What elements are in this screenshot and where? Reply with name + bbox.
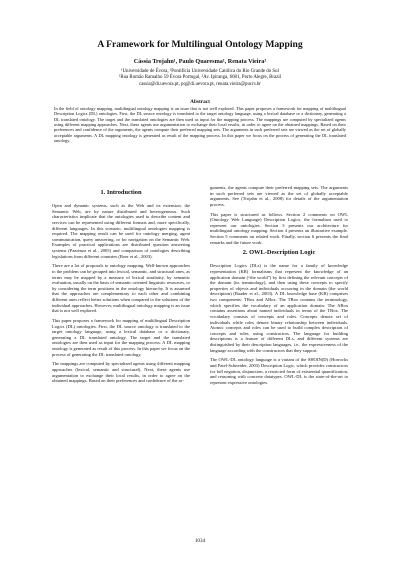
author-list: Cássia Trojahn¹, Paulo Quaresma¹, Renata Vieira² [133, 58, 267, 65]
affiliation-line: ¹Universidade de Évora, ²Pontifícia Universidade Católica do Rio Grande do Sul [121, 69, 279, 74]
paper-title: A Framework for Multilingual Ontology Mapping [97, 39, 303, 50]
abstract-text: In the field of ontology mapping, multilingual ontology mapping is an issue that is not well explored. This paper proposes a framework for mapping of multilingual Description Logics (DL) ontologies. First, the DL source ontology is translated to the target ontology language, using a lexical database or a dictionary, generating a DL translated ontology. The target and the translated ontologies are then used as input for the mapping process. The mappings are computed by specialized agents using different mapping approaches. Next, these agents use argumentation to exchange their local results, in order to agree on the obtained mappings. Based on their preferences and confidence of the arguments, the agents compute their preferred mapping sets. The arguments in such preferred sets are viewed as the set of globally acceptable arguments. A DL mapping ontology is generated as result of the mapping process. In this paper we focus on the process of generating the DL translated ontology. [54, 106, 346, 144]
abstract [54, 106, 346, 143]
paragraph: This paper is structured as follows. Section 2 comments on OWL (Ontology Web Language) Description Logics, the formalism used to represent our ontologies. Section 3 presents our architecture for multilingual ontology mapping. Section 4 presents an illustrative example. Section 5 comments on related work. Finally, section 6 presents the final remarks and the future work. [210, 211, 348, 245]
right-column [210, 185, 348, 389]
contact-emails: cassia@di.uevora.pt, pq@di.uevora.pt, renata.vieira@pucrs.br [139, 81, 261, 87]
page-number: 1034 [194, 538, 206, 544]
paragraph: guments, the agents compute their preferred mapping sets. The arguments in such preferred sets are viewed as the set of globally acceptable arguments. See (Trojahn et al., 2008) for details of the argumentation process. [210, 185, 348, 207]
paragraph: Open and dynamic systems, such as the Web and its extension, the Semantic Web, are by nature distributed and heterogeneous. Such characteristics implicate that the ontologies used to describe content and services can be represented using different formats and, more specifically, different languages. In this scenario, multilingual ontologies mapping is required. The mapping result can be used for ontology merging, agent communication, query answering, or for navigation on the Semantic Web. Examples of practical applications are distributed question answering systems (Pazienza et al., 2005) and comparison of ontologies describing legislations from different countries (Boer et al., 2003). [52, 203, 190, 259]
affiliation-line: ¹Rua Romão Ramalho 59 Évora Portugal, ²Av. Ipiranga, 6681, Porto Alegre, Brazil [118, 75, 282, 81]
affiliations [40, 69, 360, 88]
section-heading-introduction: 1. Introduction [100, 189, 142, 196]
paragraph: This paper proposes a framework for mapping of multilingual Description Logics (DL) ontologies. First, the DL source ontology is translated to the target ontology language, using a lexical database or a dictionary, generating a DL translated ontology. The target and the translated ontologies are then used as input for the mapping process. A DL mapping ontology is generated as result of this process. In this paper we focus on the process of generating the DL translated ontology. [52, 317, 190, 357]
paragraph: There are a lot of proposals to ontology mapping. Well-known approaches to the problem can be grouped into lexical, semantic, and structural ones, as terms may be mapped by a measure of lexical similarity, by semantic evaluation, usually on the basis of semantic oriented linguistic resources, or by considering the term positions in the ontology hierarchy. It is assumed that the approaches are complementary to each other and combining different ones reflect better solutions when compared to the solutions of the individual approaches. However, multilingual ontology mapping is an issue that is not well explored. [52, 263, 191, 314]
paragraph: Description Logics (DLs) is the name for a family of knowledge representation (KR) formalisms that represent the knowledge of an application domain (“the world”) by first defining the relevant concepts of the domain (its terminology), and then using these concepts to specify properties of objects and individuals occurring in the domain (the world description) (Baader et al., 2003). A DL knowledge base (KB) comprises two components: TBox and ABox. The TBox contains the terminology, which specifies the vocabulary of an application domain. The ABox contains assertions about named individuals in terms of the TBox. The vocabulary consists of concepts and roles. Concepts denote set of individuals while roles denote binary relationship between individuals. Atomic concepts and roles can be used to build complex description of concepts and roles, using constructors. The language for building descriptions is a feature of different DLs, and different systems are distinguished by their description languages, i.e., the expressiveness of the language according with the constructors that they support. [210, 263, 348, 353]
section-heading-owl-dl: 2. OWL-Description Logic [242, 249, 316, 257]
paragraph: The OWL-DL ontology language is a variant of the SHOIN(D) (Horrocks and Patel-Schneider, 2003) Description Logic, which provides constructors for full negation, disjunction, a restricted form of existential quantification, and reasoning with concrete datatypes. OWL-DL is the state-of-the-art to represent expressive ontologies. [210, 357, 348, 385]
abstract-heading: Abstract [190, 99, 210, 105]
left-column [52, 185, 190, 388]
paragraph: The mappings are computed by specialized agents using different mapping approaches (lexical, semantic and structural). Next, these agents use argumentation to exchange their local results, in order to agree on the obtained mappings. Based on their preferences and confidence of the ar- [52, 361, 190, 384]
